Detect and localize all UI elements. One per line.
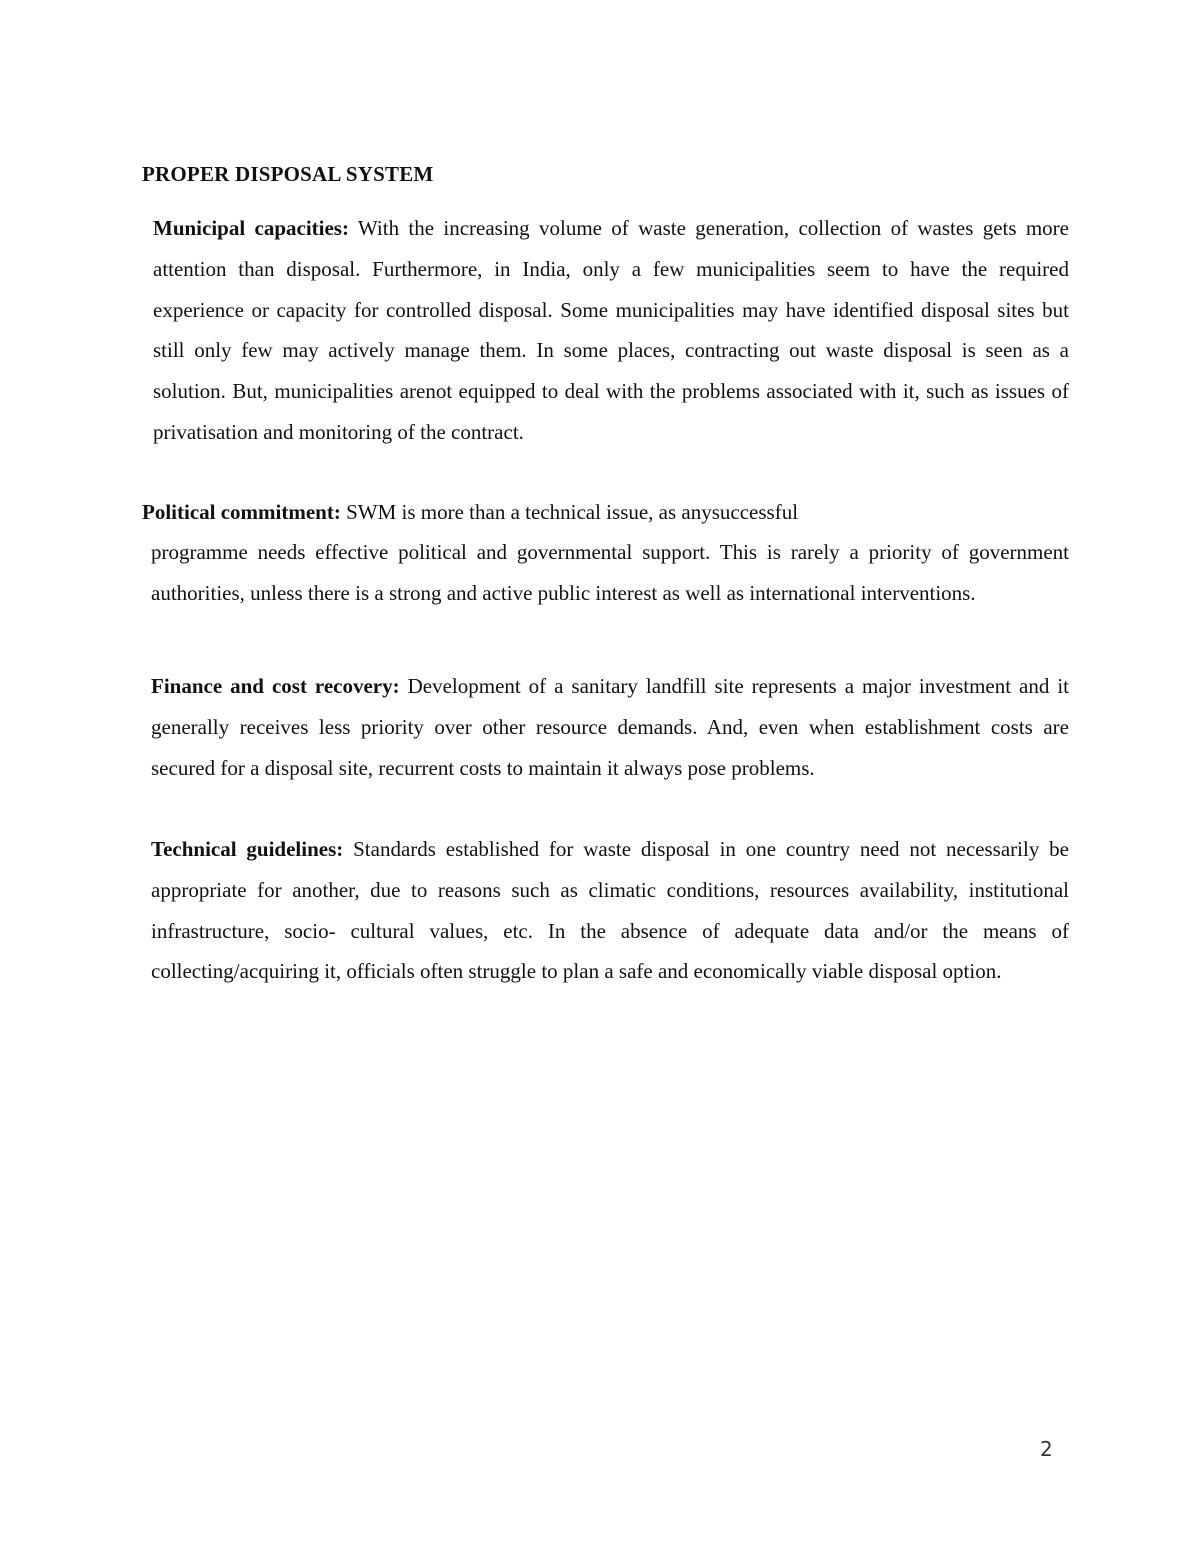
paragraph-text: With the increasing volume of waste generation, collection of wastes gets more attention than disposal. Furthermore, in India, only a few municipalities seem to have the required experience or capacity for controlled disposal. Some municipalities may have identified disposal sites but still only few may actively manage them. In some places, contracting out waste disposal is seen as a solution. But, municipalities arenot equipped to deal with the problems associated with it, such as issues of privatisation and monitoring of the contract. <box>153 216 1069 444</box>
term-finance-cost-recovery: Finance and cost recovery: <box>151 674 400 698</box>
paragraph-political-commitment-first-line <box>142 492 1082 533</box>
paragraph-technical-guidelines <box>151 829 1069 992</box>
paragraph-text: Standards established for waste disposal in one country need not necessarily be appropriate for another, due to reasons such as climatic conditions, resources availability, institutional infrastructure, socio- cultural values, etc. In the absence of adequate data and/or the means of collecting/acquiring it, officials often struggle to plan a safe and economically viable disposal option. <box>151 837 1069 984</box>
paragraph-political-commitment <box>151 532 1069 614</box>
paragraph-text: SWM is more than a technical issue, as anysuccessful <box>340 500 799 524</box>
paragraph-finance-cost-recovery <box>151 666 1069 788</box>
term-political-commitment: Political commitment: <box>142 500 341 524</box>
paragraph-municipal-capacities <box>153 208 1069 453</box>
paragraph-text: programme needs effective political and governmental support. This is rarely a priority of government authorities, unless there is a strong and active public interest as well as international interventions. <box>151 540 1069 605</box>
page-number: 2 <box>1040 1437 1053 1461</box>
term-municipal-capacities: Municipal capacities: <box>153 216 349 240</box>
paragraph-text: Development of a sanitary landfill site represents a major investment and it generally receives less priority over other resource demands. And, even when establishment costs are secured for a disposal site, recurrent costs to maintain it always pose problems. <box>151 674 1069 780</box>
section-heading: PROPER DISPOSAL SYSTEM <box>142 162 434 186</box>
term-technical-guidelines: Technical guidelines: <box>151 837 344 861</box>
